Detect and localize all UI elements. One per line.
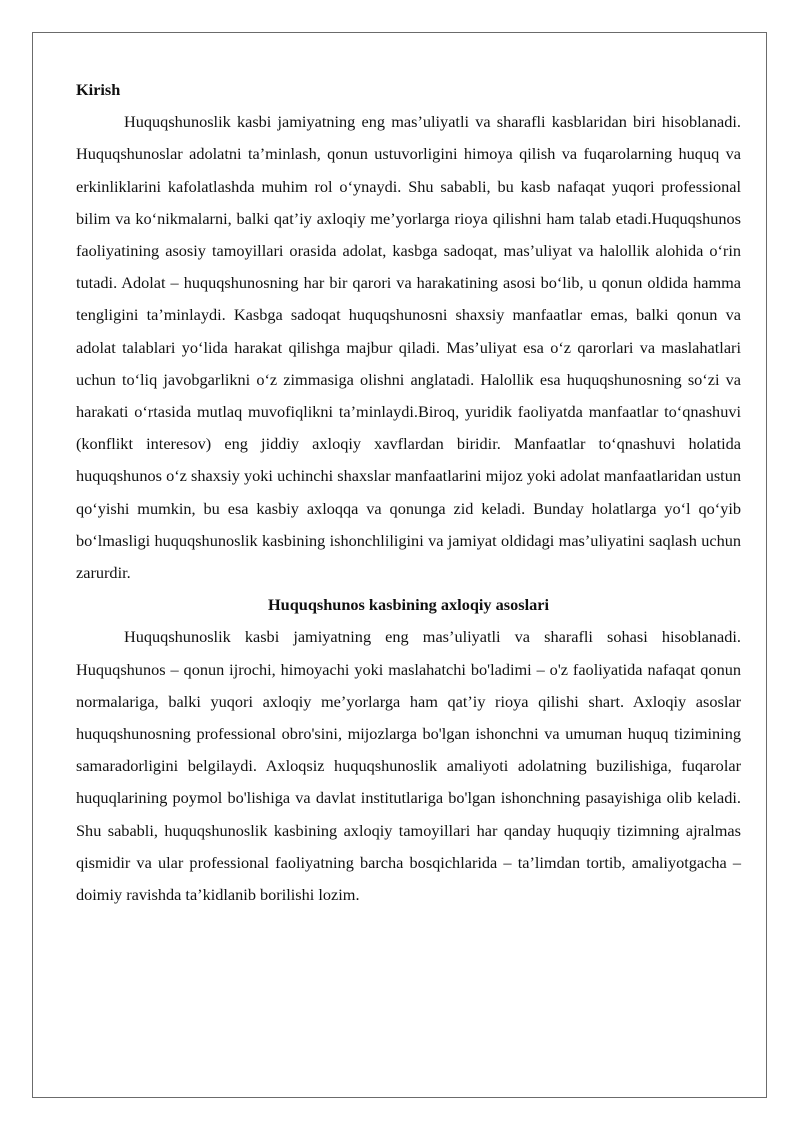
section-paragraph: Huquqshunoslik kasbi jamiyatning eng mas’uliyatli va sharafli sohasi hisoblanadi. Huquqshunos – qonun ijrochi, himoyachi yoki maslahatchi bo'ladimi – o'z faoliyatida nafaqat qonun normalariga, balki yuqori axloqiy me’yorlarga ham qat’iy rioya qilishi shart. Axloqiy asoslar huquqshunosning professional obro'sini, mijozlarga bo'lgan ishonchni va umuman huquq tizimining samaradorligini belgilaydi. Axloqsiz huquqshunoslik amaliyoti adolatning buzilishiga, fuqarolar huquqlarining poymol bo'lishiga va davlat institutlariga bo'lgan ishonchning pasayishiga olib keladi. Shu sababli, huquqshunoslik kasbining axloqiy tamoyillari har qanday huquqiy tizimning ajralmas qismidir va ular professional faoliyatning barcha bosqichlarida – ta’limdan tortib, amaliyotgacha – doimiy ravishda ta’kidlanib borilishi lozim. xyxy=(76,627,741,905)
heading-kirish: Kirish xyxy=(76,80,121,99)
section-heading: Huquqshunos kasbining axloqiy asoslari xyxy=(268,595,549,615)
document-body xyxy=(76,74,741,911)
intro-paragraph: Huquqshunoslik kasbi jamiyatning eng mas’uliyatli va sharafli kasblaridan biri hisoblanadi. Huquqshunoslar adolatni ta’minlash, qonun ustuvorligini himoya qilish va fuqarolarning huquq va erkinliklarini kafolatlashda muhim rol o‘ynaydi. Shu sababli, bu kasb nafaqat yuqori professional bilim va ko‘nikmalarni, balki qat’iy axloqiy me’yorlarga rioya qilishni ham talab etadi.Huquqshunos faoliyatining asosiy tamoyillari orasida adolat, kasbga sadoqat, mas’uliyat va halollik alohida o‘rin tutadi. Adolat – huquqshunosning har bir qarori va harakatining asosi bo‘lib, u qonun oldida hamma tengligini ta’minlaydi. Kasbga sadoqat huquqshunosni shaxsiy manfaatlar emas, balki qonun va adolat talablari yo‘lida harakat qilishga majbur qiladi. Mas’uliyat esa o‘z qarorlari va maslahatlari uchun to‘liq javobgarlikni o‘z zimmasiga olishni anglatadi. Halollik esa huquqshunosning so‘zi va harakati o‘rtasida mutlaq muvofiqlikni ta’minlaydi.Biroq, yuridik faoliyatda manfaatlar to‘qnashuvi (konflikt interesov) eng jiddiy axloqiy xavflardan biridir. Manfaatlar to‘qnashuvi holatida huquqshunos o‘z shaxsiy yoki uchinchi shaxslar manfaatlarini mijoz yoki adolat manfaatlaridan ustun qo‘yishi mumkin, bu esa kasbiy axloqqa va qonunga zid keladi. Bunday holatlarga yo‘l qo‘yib bo‘lmasligi huquqshunoslik kasbining ishonchliligini va jamiyat oldidagi mas’uliyatini saqlash uchun zarurdir. xyxy=(76,112,741,583)
